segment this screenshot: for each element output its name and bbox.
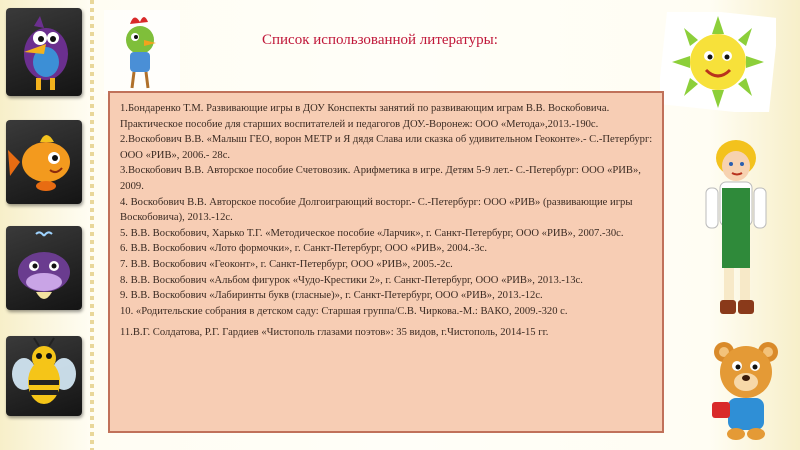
reference-item: 7. В.В. Воскобович «Геоконт», г. Санкт-Петербург, ООО «РИВ», 2005.-2с. [120, 258, 453, 270]
reference-item: 8. В.В. Воскобович «Альбом фигурок «Чудо-Крестики 2», г. Санкт-Петербург, ООО «РИВ», 2013.-13с. [120, 274, 583, 286]
reference-item: 11.В.Г. Солдатова, Р.Г. Гардиев «Чистополь глазами поэтов»: 35 видов, г.Чистополь, 2014-15 гг. [120, 327, 549, 339]
reference-item: 10. «Родительские собрания в детском саду: Старшая группа/С.В. Чиркова.-М.: ВАКО, 2009.-320 с. [120, 305, 568, 317]
rooster-illustration [104, 10, 180, 94]
whale-tile [6, 226, 82, 310]
whale-illustration [6, 226, 82, 310]
bee-tile [6, 336, 82, 416]
reference-item: 9. В.В. Воскобович «Лабиринты букв (гласные)», г. Санкт-Петербург, ООО «РИВ», 2013.-12с. [120, 290, 543, 302]
bear-illustration [706, 336, 786, 442]
sun-illustration [660, 12, 776, 112]
reference-item: 5. В.В. Воскобович, Харько Т.Г. «Методическое пособие «Ларчик», г. Санкт-Петербург, ООО «РИВ», 2007.-30с. [120, 227, 624, 239]
reference-item: 6. В.В. Воскобович «Лото формочки», г. Санкт-Петербург, ООО «РИВ», 2004.-3с. [120, 243, 487, 255]
references-list [108, 91, 664, 433]
boy-illustration [696, 132, 776, 322]
bee-illustration [6, 336, 82, 416]
reference-item: 3.Воскобович В.В. Авторское пособие Счетовозик. Арифметика в игре. Детям 5-9 лет.- С.-Петербург: ООО «РИВ», 2009. [120, 165, 641, 192]
goldfish-illustration [6, 120, 82, 204]
slide-title: Список использованной литературы: [262, 32, 498, 48]
reference-item: 2.Воскобович В.В. «Малыш ГЕО, ворон МЕТР и Я дядя Слава или сказка об удивительном Геоконте».- С.-Петербург: ООО «РИВ», 2006.- 28с. [120, 134, 653, 161]
reference-item: 4. Воскобович В.В. Авторское пособие Долгоиграющий восторг.- С.-Петербург: ООО «РИВ» (развивающие игры Воскобовича), 2013.-12с. [120, 196, 633, 224]
crow-tile [6, 8, 82, 96]
reference-item: 1.Бондаренко Т.М. Развивающие игры в ДОУ Конспекты занятий по развивающим играм В.В. Воскобовича. Практическое пособие для старших воспитателей и педагогов ДОУ.-Воронеж: ООО «Метода»,2013.-190с. [120, 103, 610, 130]
goldfish-tile [6, 120, 82, 204]
decorative-stripe [90, 0, 94, 450]
crow-illustration [6, 8, 82, 96]
